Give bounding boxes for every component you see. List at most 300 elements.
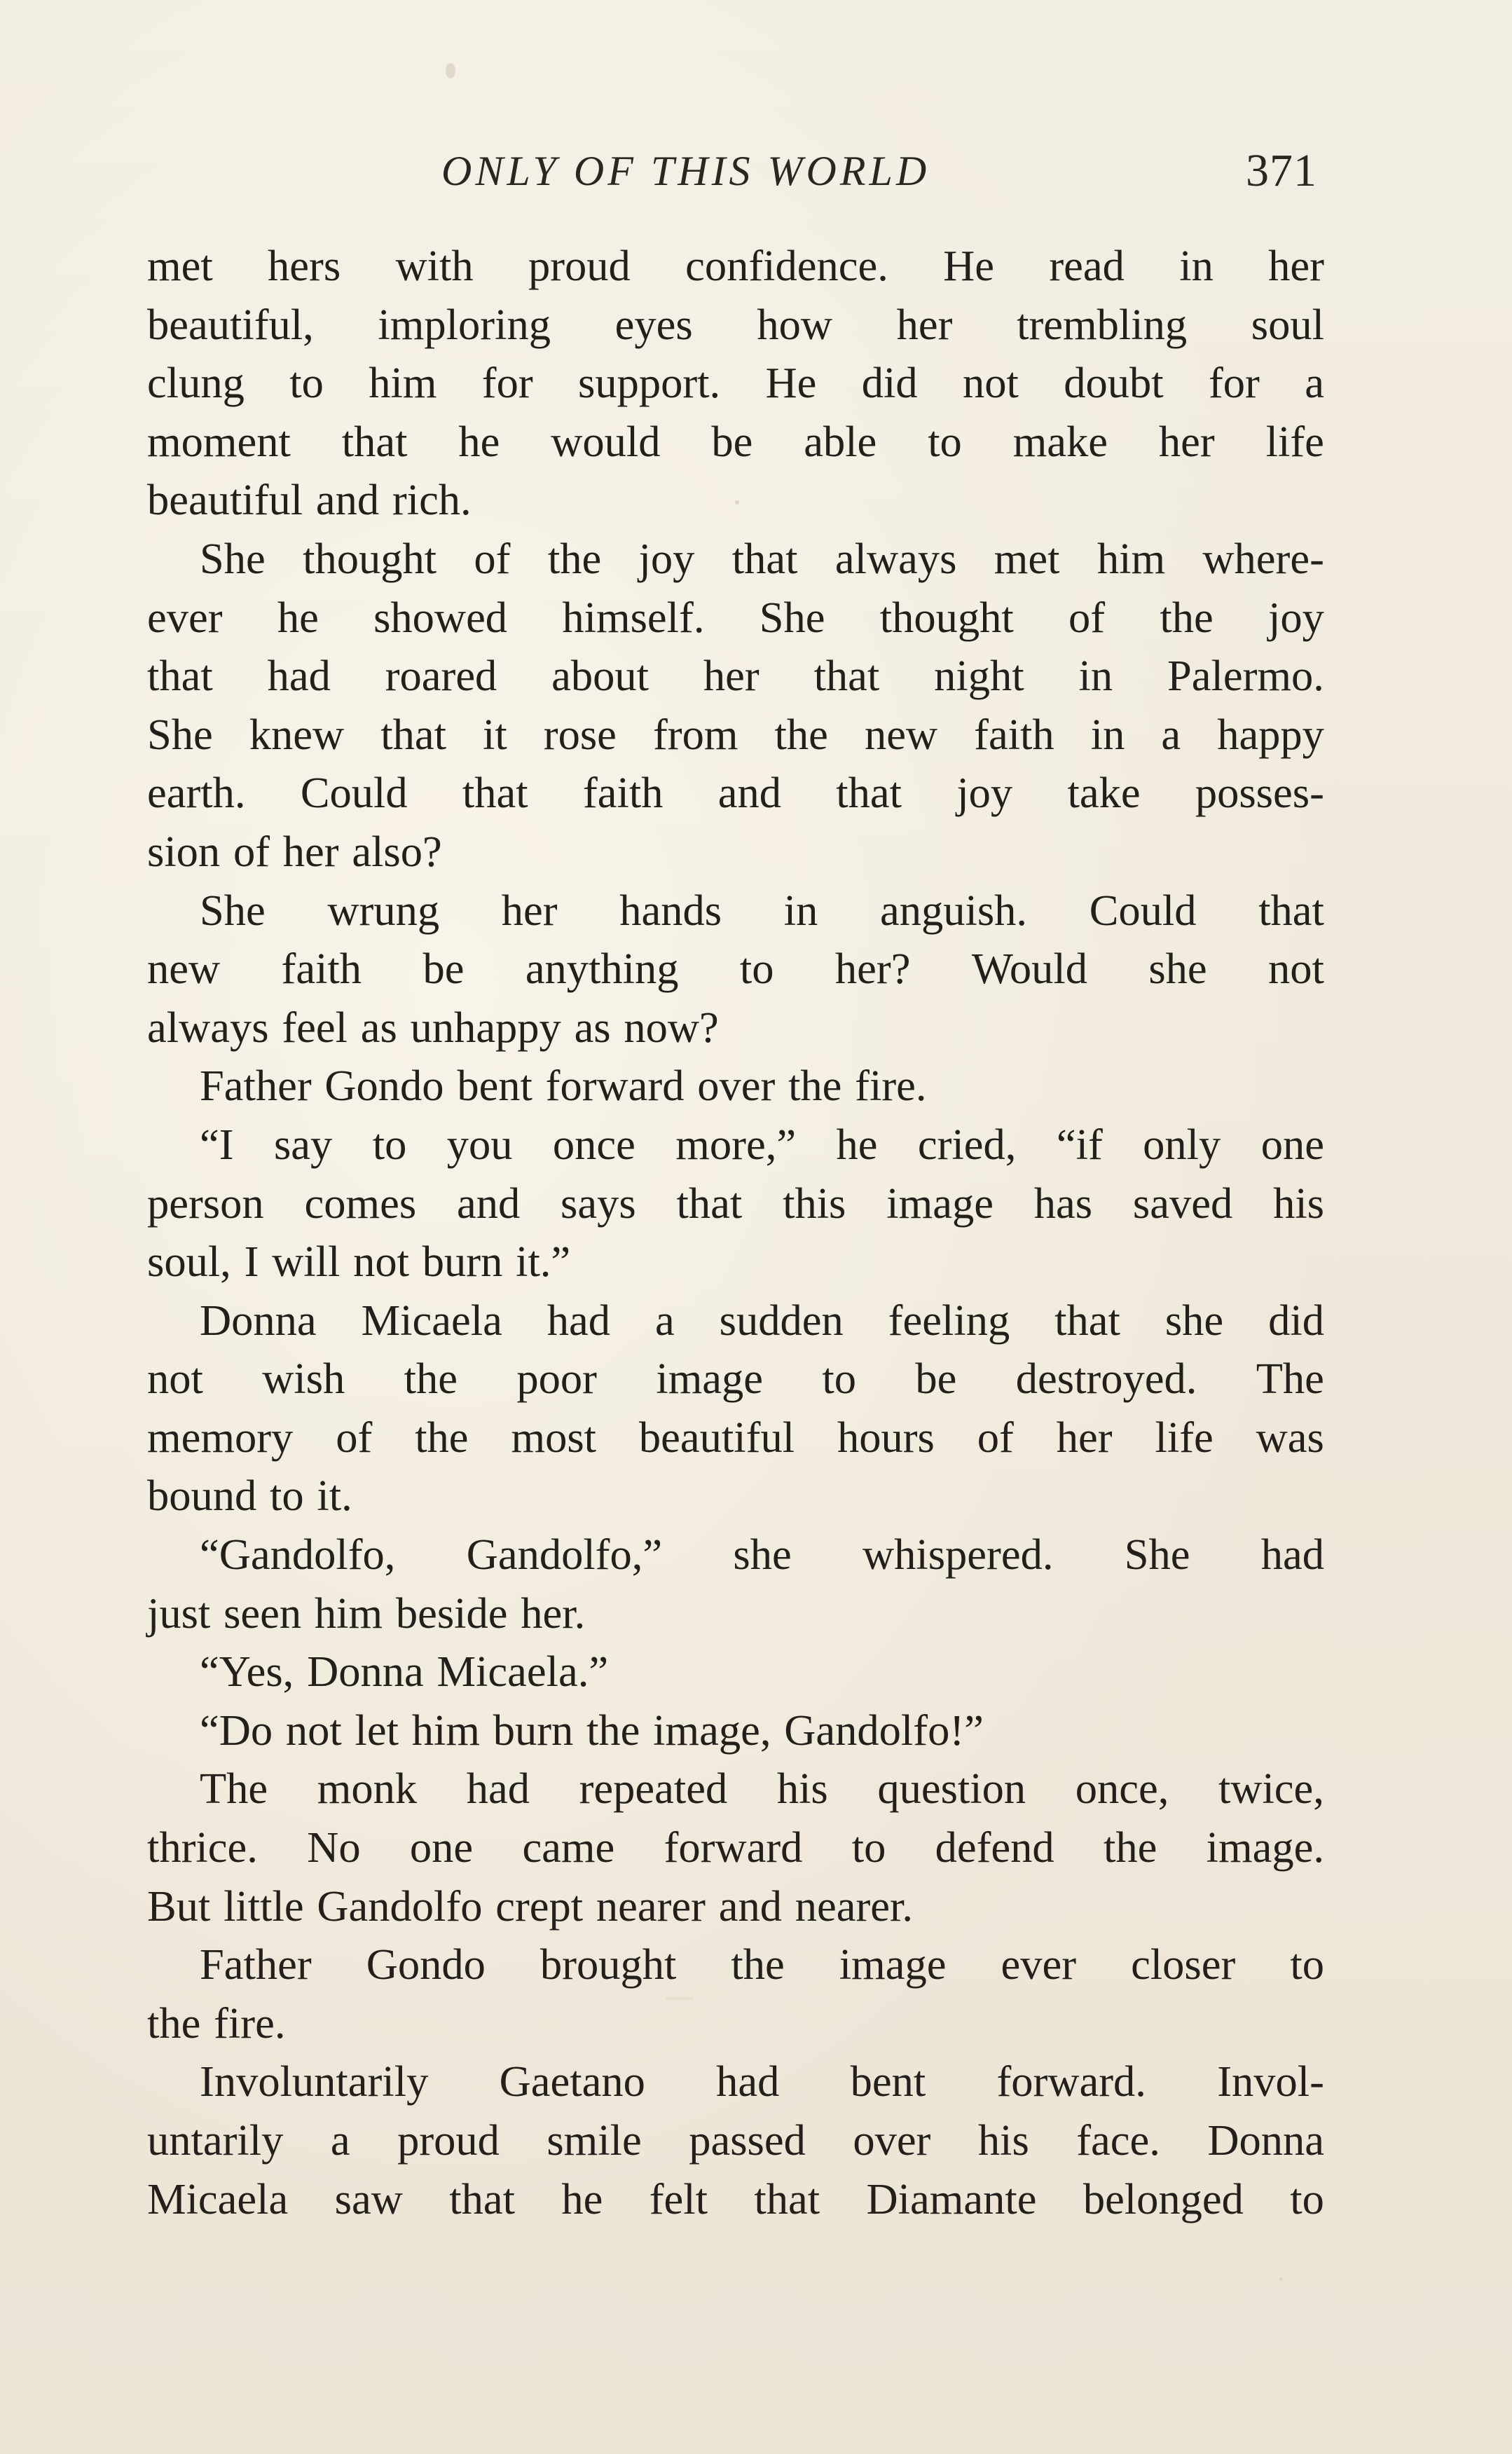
word: saved <box>1132 1178 1233 1228</box>
word: proud <box>528 241 631 290</box>
word: bent <box>850 2057 926 2106</box>
word: She <box>200 533 266 583</box>
word: joy <box>1268 592 1324 642</box>
word: Micaela <box>147 2174 289 2223</box>
word: feel <box>282 1002 348 1052</box>
word: thrice. <box>147 1823 258 1872</box>
word: a <box>330 2116 350 2165</box>
word: just <box>147 1588 211 1638</box>
text-line <box>147 589 1324 647</box>
word: in <box>1179 241 1214 290</box>
word: he <box>561 2174 603 2223</box>
word: her. <box>521 1588 586 1638</box>
word: Donna <box>307 1647 424 1696</box>
word: this <box>783 1178 846 1228</box>
word: was <box>1256 1412 1324 1462</box>
word: that <box>754 2174 820 2223</box>
word: met <box>147 241 213 290</box>
word: thought <box>303 533 437 583</box>
word: a <box>654 1295 675 1345</box>
word: for <box>1208 358 1260 408</box>
word: The <box>200 1764 268 1814</box>
word: say <box>273 1119 333 1169</box>
word: he <box>836 1119 878 1169</box>
word: not <box>1268 944 1324 994</box>
word: fire. <box>855 1061 927 1111</box>
word: himself. <box>562 592 705 642</box>
word: also? <box>352 826 442 876</box>
word: her <box>282 826 339 876</box>
word: roared <box>385 651 497 701</box>
word: his <box>977 2116 1029 2165</box>
word: night <box>934 651 1024 701</box>
word: She <box>759 592 825 642</box>
word: beautiful <box>147 475 303 525</box>
word: to <box>928 416 962 466</box>
word: showed <box>373 592 508 642</box>
word: comes <box>304 1178 417 1228</box>
word: always <box>147 1002 269 1052</box>
word: the <box>788 1061 842 1111</box>
word: his <box>1273 1178 1324 1228</box>
word: rose <box>543 709 617 759</box>
word: of <box>336 1412 373 1462</box>
word: image <box>839 1940 947 1989</box>
word: proud <box>397 2116 500 2165</box>
word: “I <box>200 1119 234 1169</box>
text-line <box>147 2052 1324 2111</box>
word: you <box>446 1119 513 1169</box>
word: “if <box>1056 1119 1103 1169</box>
word: a <box>1305 358 1324 408</box>
word: once, <box>1075 1764 1169 1814</box>
word: not <box>353 1237 409 1287</box>
word: “Gandolfo, <box>200 1530 396 1579</box>
word: that <box>731 533 798 583</box>
word: had <box>466 1764 530 1814</box>
word: has <box>1033 1178 1093 1228</box>
word: more,” <box>675 1119 797 1169</box>
paper-speck <box>446 63 455 78</box>
word: image, <box>653 1705 771 1755</box>
word: burn <box>422 1237 503 1287</box>
word: image <box>886 1178 994 1228</box>
word: it. <box>317 1471 352 1521</box>
word: bent <box>457 1061 532 1111</box>
word: one <box>409 1823 474 1872</box>
word: that <box>676 1178 743 1228</box>
word: hands <box>619 885 722 935</box>
running-head: ONLY OF THIS WORLD <box>441 148 930 194</box>
word: No <box>307 1823 361 1872</box>
word: her <box>501 885 558 935</box>
text-line <box>147 471 1324 530</box>
word: not <box>147 1354 203 1404</box>
page-header <box>147 140 1324 217</box>
text-line <box>147 413 1324 472</box>
word: nearer. <box>795 1881 914 1931</box>
text-line <box>147 1350 1324 1408</box>
word: Gandolfo!” <box>784 1705 984 1755</box>
word: had <box>547 1295 611 1345</box>
word: will <box>272 1237 341 1287</box>
word: to <box>372 1119 407 1169</box>
text-line <box>147 1233 1324 1291</box>
word: to <box>739 944 774 994</box>
word: rich. <box>392 475 472 525</box>
word: closer <box>1131 1940 1236 1989</box>
word: and <box>717 768 782 818</box>
word: as <box>360 1002 397 1052</box>
word: the <box>1103 1823 1157 1872</box>
word: from <box>652 709 738 759</box>
word: ever <box>1001 1940 1077 1989</box>
word: hers <box>268 241 341 290</box>
word: soul <box>1251 299 1324 349</box>
word: where- <box>1202 533 1324 583</box>
text-line <box>147 1877 1324 1936</box>
word: memory <box>147 1412 294 1462</box>
word: his <box>776 1764 828 1814</box>
word: She <box>147 709 213 759</box>
text-line <box>147 2111 1324 2170</box>
word: monk <box>317 1764 418 1814</box>
text-line <box>147 1584 1324 1643</box>
word: Donna <box>200 1295 317 1345</box>
word: once <box>552 1119 635 1169</box>
word: met <box>994 533 1060 583</box>
word: question <box>877 1764 1026 1814</box>
word: cried, <box>917 1119 1017 1169</box>
word: faith <box>582 768 664 818</box>
word: Gandolfo <box>317 1881 483 1931</box>
text-line <box>147 1057 1324 1116</box>
word: the <box>774 709 828 759</box>
word: in <box>783 885 818 935</box>
word: of <box>1068 592 1106 642</box>
text-line <box>147 530 1324 589</box>
word: had <box>267 651 331 701</box>
text-line <box>147 1174 1324 1233</box>
word: imploring <box>378 299 551 349</box>
word: of <box>977 1412 1014 1462</box>
word: support. <box>578 358 721 408</box>
word: But <box>147 1881 211 1931</box>
word: wrung <box>327 885 440 935</box>
word: belonged <box>1083 2174 1244 2223</box>
word: burn <box>493 1705 574 1755</box>
word: little <box>224 1881 304 1931</box>
word: Gandolfo,” <box>466 1530 663 1579</box>
paper-speck <box>1279 2277 1283 2281</box>
word: not <box>285 1705 342 1755</box>
text-line <box>147 1643 1324 1701</box>
text-line <box>147 764 1324 823</box>
word: take <box>1067 768 1141 818</box>
word: joy <box>638 533 695 583</box>
word: that <box>1258 885 1324 935</box>
word: that <box>1054 1295 1120 1345</box>
word: whispered. <box>862 1530 1054 1579</box>
word: did <box>861 358 918 408</box>
word: able <box>804 416 877 466</box>
text-line <box>147 296 1324 355</box>
word: repeated <box>579 1764 728 1814</box>
word: to <box>822 1354 857 1404</box>
word: forward <box>545 1061 685 1111</box>
word: always <box>834 533 957 583</box>
word: feeling <box>888 1295 1010 1345</box>
word: I <box>244 1237 259 1287</box>
word: the <box>586 1705 640 1755</box>
word: posses- <box>1195 768 1324 818</box>
word: it.” <box>516 1237 571 1287</box>
word: came <box>522 1823 615 1872</box>
word: her <box>1158 416 1215 466</box>
word: it <box>483 709 507 759</box>
word: hours <box>837 1412 935 1462</box>
word: wish <box>262 1354 345 1404</box>
word: beautiful <box>638 1412 795 1462</box>
word: He <box>765 358 817 408</box>
word: over <box>853 2116 931 2165</box>
word: confidence. <box>685 241 888 290</box>
word: Palermo. <box>1167 651 1324 701</box>
word: him <box>314 1588 383 1638</box>
word: and <box>315 475 380 525</box>
word: felt <box>649 2174 708 2223</box>
word: make <box>1012 416 1108 466</box>
word: eyes <box>614 299 693 349</box>
word: Gondo <box>324 1061 444 1111</box>
word: to <box>1290 1940 1324 1989</box>
word: poor <box>516 1354 597 1404</box>
word: anything <box>525 944 679 994</box>
text-line <box>147 237 1324 296</box>
word: him <box>1097 533 1166 583</box>
word: forward. <box>996 2057 1146 2106</box>
word: happy <box>1217 709 1324 759</box>
word: for <box>481 358 533 408</box>
text-line <box>147 1408 1324 1467</box>
word: the <box>1160 592 1214 642</box>
word: the <box>404 1354 458 1404</box>
word: untarily <box>147 2116 284 2165</box>
word: ever <box>147 592 223 642</box>
word: would <box>551 416 661 466</box>
word: person <box>147 1178 264 1228</box>
word: she <box>1148 944 1207 994</box>
word: unhappy <box>410 1002 561 1052</box>
word: Diamante <box>866 2174 1037 2223</box>
word: of <box>474 533 511 583</box>
word: Donna <box>1207 2116 1324 2165</box>
word: over <box>697 1061 776 1111</box>
word: one <box>1260 1119 1324 1169</box>
word: that <box>380 709 446 759</box>
word: him <box>411 1705 480 1755</box>
word: new <box>864 709 938 759</box>
word: nearer <box>596 1881 706 1931</box>
text-line <box>147 647 1324 706</box>
text-line <box>147 1701 1324 1760</box>
word: image. <box>1206 1823 1324 1872</box>
text-line <box>147 1994 1324 2053</box>
word: him <box>369 358 437 408</box>
word: thought <box>879 592 1014 642</box>
word: had <box>1260 1530 1324 1579</box>
word: She <box>1124 1530 1190 1579</box>
word: only <box>1143 1119 1221 1169</box>
word: soul, <box>147 1237 231 1287</box>
word: the <box>731 1940 785 1989</box>
word: Father <box>200 1940 312 1989</box>
word: seen <box>224 1588 302 1638</box>
word: he <box>458 416 500 466</box>
word: sudden <box>719 1295 844 1345</box>
word: her <box>896 299 953 349</box>
word: that <box>147 651 213 701</box>
word: Father <box>200 1061 312 1111</box>
word: defend <box>935 1823 1054 1872</box>
word: her <box>703 651 760 701</box>
word: she <box>1164 1295 1224 1345</box>
word: let <box>355 1705 399 1755</box>
word: “Do <box>200 1705 273 1755</box>
word: in <box>1090 709 1125 759</box>
word: that <box>813 651 880 701</box>
word: The <box>1256 1354 1324 1404</box>
word: she <box>733 1530 792 1579</box>
body-text <box>147 237 1324 2228</box>
word: that <box>449 2174 515 2223</box>
text-line <box>147 706 1324 765</box>
word: clung <box>147 358 245 408</box>
word: and <box>718 1881 782 1931</box>
word: beside <box>395 1588 508 1638</box>
text-line <box>147 1818 1324 1877</box>
word: in <box>1078 651 1113 701</box>
word: that <box>341 416 408 466</box>
word: as <box>574 1002 611 1052</box>
word: her <box>1268 241 1324 290</box>
page-number: 371 <box>1246 145 1317 196</box>
word: He <box>943 241 995 290</box>
word: the <box>547 533 602 583</box>
text-line <box>147 1760 1324 1818</box>
word: he <box>277 592 319 642</box>
word: now? <box>624 1002 719 1052</box>
word: be <box>711 416 753 466</box>
word: faith <box>281 944 362 994</box>
text-line <box>147 999 1324 1057</box>
word: Gaetano <box>499 2057 645 2106</box>
word: of <box>233 826 270 876</box>
word: her? <box>834 944 911 994</box>
word: says <box>561 1178 636 1228</box>
word: be <box>422 944 465 994</box>
word: to <box>270 1471 304 1521</box>
word: read <box>1049 241 1125 290</box>
word: had <box>716 2057 780 2106</box>
text-line <box>147 1467 1324 1526</box>
word: smile <box>547 2116 642 2165</box>
word: knew <box>249 709 345 759</box>
text-line <box>147 1116 1324 1174</box>
word: Micaela.” <box>437 1647 609 1696</box>
word: not <box>963 358 1019 408</box>
text-line <box>147 1935 1324 1994</box>
word: about <box>551 651 650 701</box>
word: Gondo <box>366 1940 486 1989</box>
word: destroyed. <box>1015 1354 1197 1404</box>
word: did <box>1268 1295 1324 1345</box>
word: faith <box>974 709 1054 759</box>
word: new <box>147 944 221 994</box>
word: face. <box>1076 2116 1160 2165</box>
word: Involuntarily <box>200 2057 429 2106</box>
text-line <box>147 2170 1324 2229</box>
word: Micaela <box>361 1295 502 1345</box>
word: brought <box>539 1940 677 1989</box>
word: that <box>462 768 528 818</box>
word: beautiful, <box>147 299 314 349</box>
word: that <box>836 768 902 818</box>
text-line <box>147 1526 1324 1584</box>
word: life <box>1265 416 1324 466</box>
word: and <box>456 1178 521 1228</box>
word: Could <box>300 768 408 818</box>
word: passed <box>689 2116 806 2165</box>
word: sion <box>147 826 221 876</box>
word: to <box>1290 2174 1324 2223</box>
text-line <box>147 882 1324 940</box>
word: “Yes, <box>200 1647 294 1696</box>
word: moment <box>147 416 291 466</box>
word: a <box>1161 709 1181 759</box>
word: She <box>200 885 266 935</box>
word: her <box>1056 1412 1113 1462</box>
word: most <box>511 1412 597 1462</box>
word: bound <box>147 1471 257 1521</box>
text-line <box>147 354 1324 413</box>
word: fire. <box>214 1998 286 2048</box>
word: joy <box>956 768 1013 818</box>
word: Would <box>971 944 1087 994</box>
word: to <box>851 1823 886 1872</box>
word: earth. <box>147 768 246 818</box>
word: Invol- <box>1217 2057 1324 2106</box>
word: doubt <box>1064 358 1164 408</box>
word: saw <box>334 2174 403 2223</box>
word: the <box>415 1412 469 1462</box>
word: trembling <box>1017 299 1188 349</box>
word: Could <box>1089 885 1197 935</box>
word: image <box>656 1354 764 1404</box>
word: the <box>147 1998 201 2048</box>
word: be <box>915 1354 957 1404</box>
word: anguish. <box>880 885 1028 935</box>
word: forward <box>664 1823 803 1872</box>
text-line <box>147 823 1324 882</box>
word: how <box>757 299 832 349</box>
word: twice, <box>1218 1764 1324 1814</box>
text-line <box>147 940 1324 999</box>
word: to <box>289 358 324 408</box>
word: life <box>1155 1412 1214 1462</box>
text-line <box>147 1291 1324 1350</box>
word: with <box>395 241 474 290</box>
